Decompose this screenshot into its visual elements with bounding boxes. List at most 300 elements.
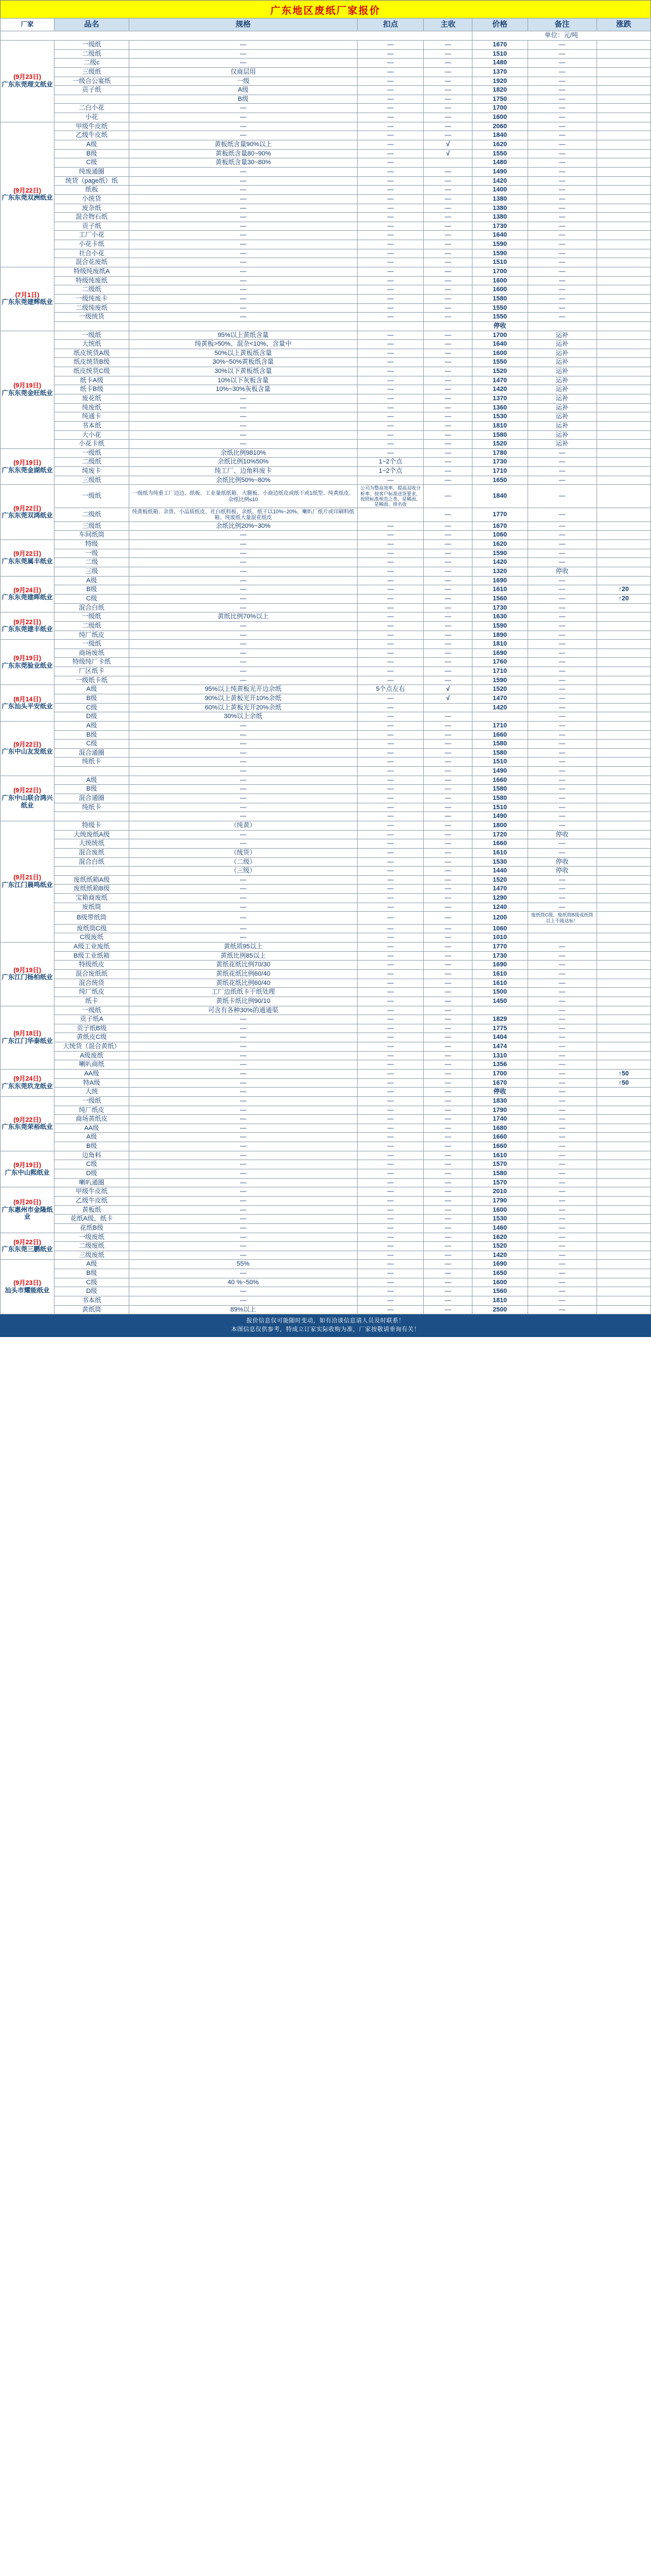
price-value: 1810 bbox=[472, 640, 528, 649]
change-value bbox=[597, 794, 650, 803]
main-collect: — bbox=[424, 59, 472, 68]
deduct-value: — bbox=[357, 340, 424, 349]
table-row bbox=[1, 867, 651, 876]
price-value: 1710 bbox=[472, 467, 528, 476]
change-value bbox=[597, 313, 650, 322]
price-value: 1730 bbox=[472, 603, 528, 613]
deduct-value: — bbox=[357, 1060, 424, 1070]
table-row bbox=[1, 186, 651, 195]
deduct-value: — bbox=[357, 848, 424, 857]
product-spec: 30%以下黄板纸含量 bbox=[129, 367, 358, 376]
firm-name: 广东东莞金旺纸业 bbox=[2, 389, 53, 397]
price-value: 1660 bbox=[472, 1133, 528, 1142]
deduct-value: — bbox=[357, 258, 424, 267]
price-value: 1730 bbox=[472, 458, 528, 467]
table-row bbox=[1, 567, 651, 577]
product-name: D级 bbox=[54, 1287, 129, 1296]
table-row bbox=[1, 758, 651, 767]
remark-value: — bbox=[528, 894, 597, 903]
main-collect: — bbox=[424, 412, 472, 422]
product-name: 一级废纸 bbox=[54, 1233, 129, 1242]
deduct-value: — bbox=[357, 104, 424, 113]
remark-value: 运补 bbox=[528, 358, 597, 367]
product-name: B级带纸筒 bbox=[54, 912, 129, 924]
remark-value: — bbox=[528, 104, 597, 113]
remark-value: — bbox=[528, 594, 597, 603]
main-collect: — bbox=[424, 933, 472, 943]
product-spec: — bbox=[129, 758, 358, 767]
deduct-value: — bbox=[357, 912, 424, 924]
firm-name: 广东东莞理文纸业 bbox=[2, 81, 53, 88]
change-value bbox=[597, 1106, 650, 1115]
change-value bbox=[597, 167, 650, 176]
price-value: 1600 bbox=[472, 1205, 528, 1215]
remark-value: — bbox=[528, 1106, 597, 1115]
remark-value: — bbox=[528, 658, 597, 667]
main-collect: — bbox=[424, 231, 472, 240]
remark-value: — bbox=[528, 640, 597, 649]
deduct-value: — bbox=[357, 594, 424, 603]
change-value bbox=[597, 740, 650, 749]
firm-date: (9月19日) bbox=[13, 459, 41, 466]
product-spec: 余纸比例9810% bbox=[129, 448, 358, 458]
product-name: 一级纯废卡 bbox=[54, 294, 129, 303]
product-spec: — bbox=[129, 421, 358, 430]
table-row bbox=[1, 167, 651, 176]
price-value: 1570 bbox=[472, 1178, 528, 1187]
table-row bbox=[1, 803, 651, 812]
remark-value: 运补 bbox=[528, 367, 597, 376]
product-name: C级 bbox=[54, 1278, 129, 1287]
product-name: 甲级牛皮纸 bbox=[54, 122, 129, 131]
remark-value: 运补 bbox=[528, 394, 597, 403]
price-value: 1660 bbox=[472, 730, 528, 740]
product-spec: — bbox=[129, 594, 358, 603]
product-spec: 30%~50%黄板纸含量 bbox=[129, 358, 358, 367]
price-value: 1680 bbox=[472, 1124, 528, 1133]
product-name: 纯废纸 bbox=[54, 403, 129, 412]
main-collect: — bbox=[424, 821, 472, 830]
deduct-value: — bbox=[357, 1088, 424, 1097]
change-value bbox=[597, 1024, 650, 1033]
remark-value: — bbox=[528, 1160, 597, 1169]
table-row bbox=[1, 667, 651, 676]
firm-date: (9月22日) bbox=[13, 1116, 41, 1124]
product-spec: — bbox=[129, 894, 358, 903]
product-name: B级 bbox=[54, 785, 129, 794]
product-spec: 40 %~50% bbox=[129, 1278, 358, 1287]
product-name: A级废纸 bbox=[54, 1051, 129, 1060]
change-value bbox=[597, 676, 650, 685]
product-name: 纸卡B级 bbox=[54, 385, 129, 394]
product-spec: — bbox=[129, 730, 358, 740]
table-row bbox=[1, 1015, 651, 1024]
remark-value: — bbox=[528, 776, 597, 785]
deduct-value: — bbox=[357, 41, 424, 50]
main-collect: — bbox=[424, 748, 472, 758]
product-spec: — bbox=[129, 1251, 358, 1260]
firm-name: 广东东莞玖龙纸业 bbox=[2, 1082, 53, 1090]
firm-cell bbox=[1, 1006, 54, 1069]
product-spec: — bbox=[129, 1042, 358, 1052]
table-row bbox=[1, 531, 651, 540]
table-row bbox=[1, 267, 651, 277]
change-value bbox=[597, 458, 650, 467]
product-spec: — bbox=[129, 1060, 358, 1070]
change-value bbox=[597, 1033, 650, 1042]
main-collect: — bbox=[424, 667, 472, 676]
deduct-value: — bbox=[357, 531, 424, 540]
change-value bbox=[597, 961, 650, 970]
change-value bbox=[597, 149, 650, 158]
product-spec: — bbox=[129, 1242, 358, 1251]
deduct-value: — bbox=[357, 549, 424, 558]
price-value: 1510 bbox=[472, 49, 528, 59]
change-value bbox=[597, 1187, 650, 1197]
product-spec: B级 bbox=[129, 95, 358, 104]
deduct-value: — bbox=[357, 558, 424, 567]
main-collect: — bbox=[424, 794, 472, 803]
change-value bbox=[597, 240, 650, 249]
price-value: 1460 bbox=[472, 1223, 528, 1233]
table-row bbox=[1, 848, 651, 857]
change-value bbox=[597, 1305, 650, 1314]
product-spec: 纯黄板纸箱、余货、小品质纸皮、社白纸料板、余纸、纸干以10%~20%、喇叭厂纸片或印刷料纸箱、纯废纸大量混花纸皮 bbox=[129, 508, 358, 522]
change-value bbox=[597, 1133, 650, 1142]
product-spec: — bbox=[129, 676, 358, 685]
change-value bbox=[597, 712, 650, 722]
firm-cell bbox=[1, 331, 54, 448]
table-row bbox=[1, 358, 651, 367]
product-name: 特级纯废纸 bbox=[54, 276, 129, 285]
firm-cell bbox=[1, 943, 54, 1006]
remark-value: — bbox=[528, 803, 597, 812]
product-spec: — bbox=[129, 933, 358, 943]
table-row bbox=[1, 658, 651, 667]
main-collect: — bbox=[424, 885, 472, 894]
table-row bbox=[1, 113, 651, 122]
table-row bbox=[1, 194, 651, 204]
change-value bbox=[597, 376, 650, 385]
deduct-value: — bbox=[357, 979, 424, 988]
product-spec: — bbox=[129, 1196, 358, 1205]
product-spec: — bbox=[129, 1187, 358, 1197]
deduct-value: — bbox=[357, 1251, 424, 1260]
deduct-value: — bbox=[357, 1106, 424, 1115]
product-spec: 黄纸比例70%以上 bbox=[129, 613, 358, 622]
deduct-value: — bbox=[357, 748, 424, 758]
unit-label: 单位：元/吨 bbox=[472, 31, 651, 41]
deduct-value: — bbox=[357, 131, 424, 140]
deduct-value: — bbox=[357, 403, 424, 412]
product-name: B级工业纸箱 bbox=[54, 951, 129, 961]
change-value bbox=[597, 231, 650, 240]
product-spec: — bbox=[129, 49, 358, 59]
deduct-value: — bbox=[357, 776, 424, 785]
table-row bbox=[1, 631, 651, 640]
main-collect: — bbox=[424, 997, 472, 1006]
product-spec: — bbox=[129, 903, 358, 912]
remark-value: — bbox=[528, 1233, 597, 1242]
change-value bbox=[597, 349, 650, 358]
deduct-value: — bbox=[357, 1260, 424, 1269]
firm-date: (9月22日) bbox=[13, 787, 41, 795]
table-row bbox=[1, 285, 651, 295]
remark-value: — bbox=[528, 1169, 597, 1179]
deduct-value: — bbox=[357, 1160, 424, 1169]
remark-value: — bbox=[528, 794, 597, 803]
deduct-value: — bbox=[357, 1133, 424, 1142]
product-spec: — bbox=[129, 240, 358, 249]
main-collect: — bbox=[424, 603, 472, 613]
price-value: 1610 bbox=[472, 969, 528, 979]
remark-value: — bbox=[528, 1051, 597, 1060]
deduct-value: — bbox=[357, 95, 424, 104]
product-name: 黄纸皮C级 bbox=[54, 1033, 129, 1042]
main-collect: — bbox=[424, 1187, 472, 1197]
price-value: 1690 bbox=[472, 648, 528, 658]
main-collect: — bbox=[424, 576, 472, 585]
price-value: 1650 bbox=[472, 476, 528, 485]
price-value: 1810 bbox=[472, 421, 528, 430]
product-name: AA级 bbox=[54, 1070, 129, 1079]
main-collect: — bbox=[424, 613, 472, 622]
product-name: 特A级 bbox=[54, 1078, 129, 1088]
table-row bbox=[1, 785, 651, 794]
change-value bbox=[597, 857, 650, 867]
product-spec: — bbox=[129, 1178, 358, 1187]
main-collect: — bbox=[424, 1151, 472, 1160]
deduct-value: — bbox=[357, 1223, 424, 1233]
product-name: 纯通卡 bbox=[54, 412, 129, 422]
product-spec: — bbox=[129, 924, 358, 933]
product-spec: — bbox=[129, 576, 358, 585]
change-value bbox=[597, 485, 650, 508]
price-value: 1550 bbox=[472, 358, 528, 367]
table-row bbox=[1, 648, 651, 658]
remark-value: 运补 bbox=[528, 440, 597, 449]
remark-value: — bbox=[528, 95, 597, 104]
product-name: 废花纸 bbox=[54, 394, 129, 403]
remark-value: — bbox=[528, 158, 597, 168]
table-row bbox=[1, 385, 651, 394]
remark-value: — bbox=[528, 531, 597, 540]
table-row bbox=[1, 95, 651, 104]
main-collect: — bbox=[424, 49, 472, 59]
product-name: 大统废纸A级 bbox=[54, 830, 129, 839]
price-value: 1600 bbox=[472, 349, 528, 358]
price-value: 1640 bbox=[472, 231, 528, 240]
remark-value: — bbox=[528, 1042, 597, 1052]
price-value: 1470 bbox=[472, 376, 528, 385]
product-spec: — bbox=[129, 621, 358, 631]
price-value: 1450 bbox=[472, 997, 528, 1006]
remark-value: — bbox=[528, 703, 597, 712]
product-name: 纯厂纸皮 bbox=[54, 988, 129, 997]
table-row bbox=[1, 476, 651, 485]
main-collect: — bbox=[424, 648, 472, 658]
main-collect: — bbox=[424, 376, 472, 385]
price-value: 1240 bbox=[472, 903, 528, 912]
product-spec: — bbox=[129, 1024, 358, 1033]
remark-value: — bbox=[528, 1178, 597, 1187]
change-value bbox=[597, 549, 650, 558]
product-name: 特级 bbox=[54, 540, 129, 549]
change-value bbox=[597, 951, 650, 961]
product-name: 三级废纸 bbox=[54, 1251, 129, 1260]
main-collect: — bbox=[424, 394, 472, 403]
main-collect bbox=[424, 703, 472, 712]
product-name: 商场黄纸皮 bbox=[54, 1115, 129, 1124]
price-value: 1520 bbox=[472, 367, 528, 376]
product-name: 一级 bbox=[54, 549, 129, 558]
main-collect: — bbox=[424, 485, 472, 508]
deduct-value: — bbox=[357, 158, 424, 168]
remark-value: — bbox=[528, 1096, 597, 1106]
product-spec: — bbox=[129, 658, 358, 667]
main-collect: — bbox=[424, 776, 472, 785]
firm-date: (9月22日) bbox=[13, 1238, 41, 1246]
deduct-value: — bbox=[357, 1305, 424, 1314]
remark-value: — bbox=[528, 1070, 597, 1079]
price-value: 1740 bbox=[472, 1115, 528, 1124]
product-spec: — bbox=[129, 1115, 358, 1124]
product-name: 乙级牛皮纸 bbox=[54, 131, 129, 140]
product-name: 贡子纸A bbox=[54, 1015, 129, 1024]
change-value bbox=[597, 603, 650, 613]
product-name: 三级纸 bbox=[54, 476, 129, 485]
main-collect: — bbox=[424, 875, 472, 885]
main-collect: — bbox=[424, 1060, 472, 1070]
deduct-value: — bbox=[357, 276, 424, 285]
price-value: 1760 bbox=[472, 658, 528, 667]
product-name: 书本纸 bbox=[54, 1296, 129, 1306]
table-row bbox=[1, 694, 651, 704]
table-row bbox=[1, 467, 651, 476]
product-spec: — bbox=[129, 1033, 358, 1042]
deduct-value: — bbox=[357, 894, 424, 903]
product-name: D级 bbox=[54, 712, 129, 722]
product-name: 二级纯废纸 bbox=[54, 303, 129, 313]
change-value bbox=[597, 885, 650, 894]
col-product: 品名 bbox=[54, 19, 129, 31]
product-spec: 一级纸为纯重工厂边边、纸板、工业量纸纸箱、大腿板、小商边纸皮或纸干或1纸型、纯黄纸皮、杂纸比例≤10 bbox=[129, 485, 358, 508]
table-row bbox=[1, 830, 651, 839]
table-row bbox=[1, 1260, 651, 1269]
remark-value: — bbox=[528, 740, 597, 749]
table-row bbox=[1, 440, 651, 449]
product-name: 商场废纸 bbox=[54, 648, 129, 658]
remark-value: — bbox=[528, 240, 597, 249]
change-value bbox=[597, 997, 650, 1006]
price-value: 1790 bbox=[472, 1196, 528, 1205]
main-collect: — bbox=[424, 830, 472, 839]
change-value bbox=[597, 104, 650, 113]
deduct-value: — bbox=[357, 1015, 424, 1024]
deduct-value: — bbox=[357, 969, 424, 979]
main-collect: — bbox=[424, 640, 472, 649]
deduct-value: — bbox=[357, 285, 424, 295]
product-name: 混合物石纸 bbox=[54, 213, 129, 222]
remark-value: — bbox=[528, 222, 597, 231]
remark-value: — bbox=[528, 213, 597, 222]
footer-line-1: 报价信息仅可能随时变动，如有洽谈信息请人员及时联系！ bbox=[246, 1318, 405, 1325]
product-spec: — bbox=[129, 258, 358, 267]
change-value bbox=[597, 1151, 650, 1160]
table-row bbox=[1, 1187, 651, 1197]
change-value bbox=[597, 1296, 650, 1306]
firm-date: (9月22日) bbox=[13, 187, 41, 194]
remark-value: — bbox=[528, 1187, 597, 1197]
product-name bbox=[54, 95, 129, 104]
table-row bbox=[1, 376, 651, 385]
product-name: B级 bbox=[54, 730, 129, 740]
main-collect: — bbox=[424, 658, 472, 667]
remark-value: — bbox=[528, 848, 597, 857]
remark-value: — bbox=[528, 1278, 597, 1287]
table-row bbox=[1, 903, 651, 912]
product-spec: — bbox=[129, 303, 358, 313]
price-value: 1420 bbox=[472, 385, 528, 394]
firm-cell bbox=[1, 1187, 54, 1233]
deduct-value: — bbox=[357, 448, 424, 458]
main-collect: — bbox=[424, 812, 472, 821]
remark-value: — bbox=[528, 943, 597, 952]
change-value bbox=[597, 59, 650, 68]
change-value bbox=[597, 213, 650, 222]
table-row bbox=[1, 1178, 651, 1187]
unit-row bbox=[1, 31, 651, 41]
change-value: ↑50 bbox=[597, 1078, 650, 1088]
main-collect: — bbox=[424, 430, 472, 440]
product-spec: — bbox=[129, 1133, 358, 1142]
price-value: 1670 bbox=[472, 1078, 528, 1088]
product-name: C级 bbox=[54, 158, 129, 168]
table-row bbox=[1, 988, 651, 997]
price-value: 1920 bbox=[472, 77, 528, 86]
remark-value: — bbox=[528, 951, 597, 961]
product-name: 喇叭商纸 bbox=[54, 1060, 129, 1070]
product-name: 纸皮统货A级 bbox=[54, 349, 129, 358]
product-spec: 余纸比例20%~30% bbox=[129, 521, 358, 531]
price-value: 1775 bbox=[472, 1024, 528, 1033]
price-value: 1660 bbox=[472, 776, 528, 785]
main-collect: — bbox=[424, 540, 472, 549]
change-value bbox=[597, 703, 650, 712]
change-value bbox=[597, 303, 650, 313]
remark-value: — bbox=[528, 1215, 597, 1224]
remark-value: — bbox=[528, 176, 597, 186]
main-collect: — bbox=[424, 1305, 472, 1314]
price-value: 1580 bbox=[472, 794, 528, 803]
product-name: 大统统纸 bbox=[54, 839, 129, 849]
price-value: 1370 bbox=[472, 394, 528, 403]
price-value: 1474 bbox=[472, 1042, 528, 1052]
change-value bbox=[597, 204, 650, 213]
remark-value: 运补 bbox=[528, 376, 597, 385]
main-collect: — bbox=[424, 303, 472, 313]
price-value: 1750 bbox=[472, 95, 528, 104]
main-collect: — bbox=[424, 285, 472, 295]
change-value bbox=[597, 285, 650, 295]
price-value: 1370 bbox=[472, 67, 528, 77]
deduct-value: — bbox=[357, 712, 424, 722]
product-name: 一级统货 bbox=[54, 313, 129, 322]
deduct-value: — bbox=[357, 567, 424, 577]
product-spec: — bbox=[129, 567, 358, 577]
table-row bbox=[1, 1205, 651, 1215]
product-spec: 10%以下灰板含量 bbox=[129, 376, 358, 385]
